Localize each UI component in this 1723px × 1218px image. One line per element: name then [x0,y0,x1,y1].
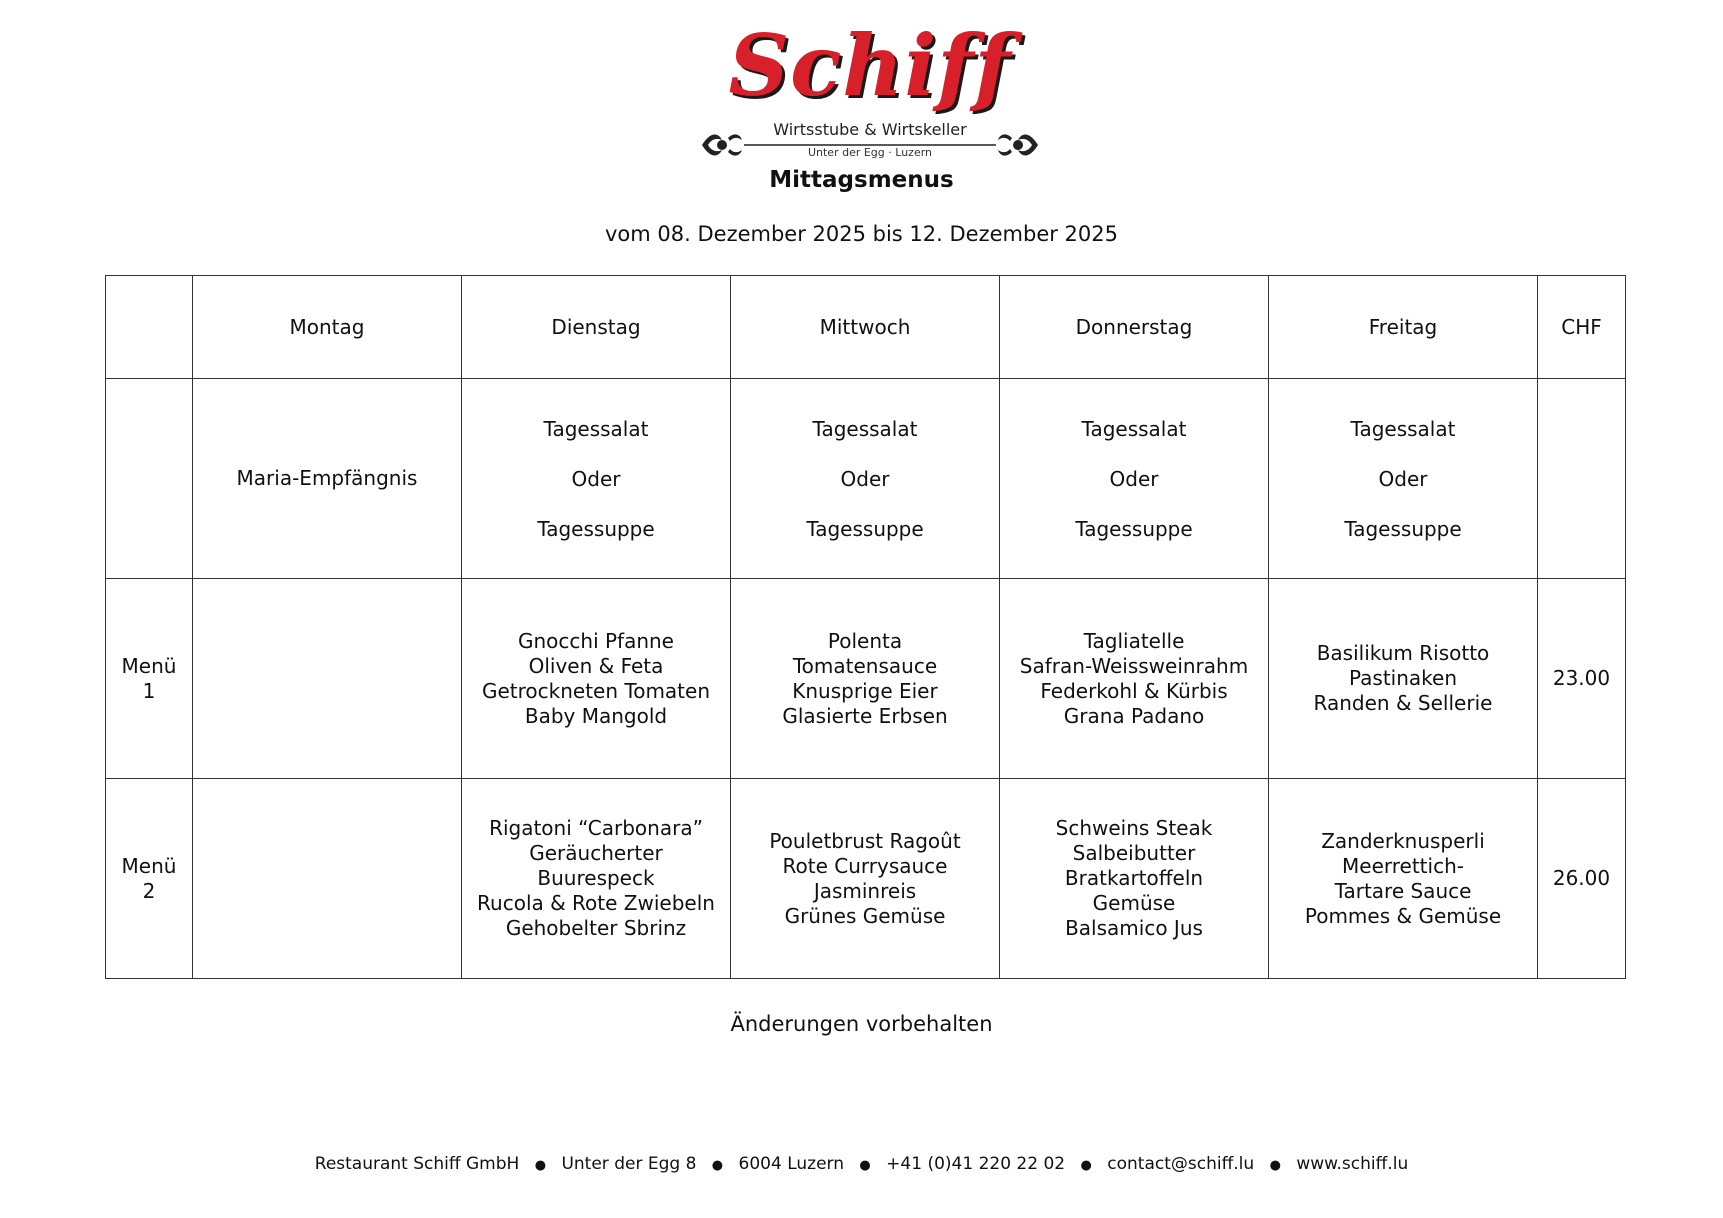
menu-1-dienstag-cell [462,579,731,779]
menu-2-label-cell [106,779,193,979]
footer-separator: ● [859,1158,871,1173]
dish-line: Grana Padano [1063,703,1205,728]
logo-wordmark: Schiff [728,16,1012,115]
menu-number: 1 [142,678,156,703]
table-row-starter [106,379,1626,579]
footer-separator: ● [534,1158,547,1173]
starter-monday-cell: Maria-Empfängnis [193,379,462,579]
dish-line: Pommes & Gemüse [1304,903,1502,928]
dish-line: Schweins Steak [1055,816,1213,840]
dish-line: Basilikum Risotto [1316,641,1490,665]
menu-2-mittwoch-cell [731,779,1000,979]
starter-option: Tagessalat [1081,416,1187,441]
dish-line: Gnocchi Pfanne [517,628,674,653]
footer-email: contact@schiff.lu [1107,1154,1255,1174]
dish-line: Jasminreis [813,878,917,903]
footer [0,1152,1723,1178]
menu-1-label-cell [106,579,193,779]
header-cell-chf: CHF [1538,276,1626,379]
starter-option: Tagessalat [543,416,649,441]
dish-line: Knusprige Eier [792,678,938,703]
starter-price-cell [1538,379,1626,579]
footer-phone: +41 (0)41 220 22 02 [886,1154,1066,1174]
starter-donnerstag-cell [1000,379,1269,579]
page-title: Mittagsmenus [769,167,954,193]
starter-or: Oder [840,466,890,491]
date-range: vom 08. Dezember 2025 bis 12. Dezember 2025 [605,222,1118,246]
dish-line: Federkohl & Kürbis [1040,678,1228,703]
dish-line: Gehobelter Sbrinz [505,916,687,940]
dish-line: Glasierte Erbsen [782,703,948,728]
dish-line: Gemüse [1092,891,1176,915]
dish-line: Rucola & Rote Zwiebeln [477,891,715,915]
dish-line: Grünes Gemüse [784,903,946,928]
header-cell-empty [106,276,193,379]
dish-line: Tartare Sauce [1334,878,1472,903]
menu-1-mittwoch-cell [731,579,1000,779]
menu-1-donnerstag-cell [1000,579,1269,779]
restaurant-logo [700,16,1040,170]
dish-line: Pouletbrust Ragoût [769,828,961,853]
dish-line: Bratkartoffeln [1064,866,1204,890]
dish-line: Getrockneten Tomaten [481,678,711,703]
starter-option: Tagessuppe [1075,516,1193,541]
table-row-menu-1 [106,579,1626,779]
starter-option: Tagessalat [812,416,918,441]
menu-table [105,275,1626,979]
footer-separator: ● [1269,1158,1281,1173]
header-cell-freitag: Freitag [1269,276,1538,379]
header-cell-mittwoch: Mittwoch [731,276,1000,379]
table-row-menu-2 [106,779,1626,979]
menu-2-price-cell: 26.00 [1538,779,1626,979]
logo-location: Unter der Egg · Luzern [807,146,933,159]
dish-line: Randen & Sellerie [1313,691,1493,715]
footer-city: 6004 Luzern [738,1154,845,1174]
dish-line: Oliven & Feta [528,653,664,678]
footer-website: www.schiff.lu [1296,1154,1409,1174]
starter-mittwoch-cell [731,379,1000,579]
menu-2-dienstag-cell [462,779,731,979]
menu-1-price-cell: 23.00 [1538,579,1626,779]
header-cell-montag: Montag [193,276,462,379]
menu-2-donnerstag-cell [1000,779,1269,979]
dish-line: Meerrettich- [1342,853,1464,878]
menu-1-monday-cell [193,579,462,779]
dish-line: Tomatensauce [792,653,938,678]
starter-option: Tagessuppe [806,516,924,541]
table-header-row [106,276,1626,379]
logo-subtitle: Wirtsstube & Wirtskeller [773,120,967,139]
dish-line: Salbeibutter [1072,841,1196,865]
starter-freitag-cell [1269,379,1538,579]
dish-line: Buurespeck [537,866,655,890]
footer-separator: ● [1080,1158,1092,1173]
starter-or: Oder [571,466,621,491]
menu-label: Menü [121,853,177,878]
menu-number: 2 [142,878,156,903]
footer-separator: ● [711,1158,724,1173]
menu-1-freitag-cell [1269,579,1538,779]
dish-line: Rigatoni “Carbonara” [489,816,703,840]
dish-line: Safran-Weissweinrahm [1019,653,1249,678]
dish-line: Geräucherter [529,841,663,865]
changes-note: Änderungen vorbehalten [730,1012,993,1036]
dish-line: Baby Mangold [524,703,668,728]
starter-option: Tagessuppe [537,516,655,541]
dish-line: Tagliatelle [1083,628,1185,653]
menu-2-freitag-cell [1269,779,1538,979]
dish-line: Zanderknusperli [1321,828,1485,853]
starter-or: Oder [1109,466,1159,491]
starter-dienstag-cell [462,379,731,579]
dish-line: Rote Currysauce [782,853,948,878]
starter-or: Oder [1378,466,1428,491]
dish-line: Polenta [827,628,903,653]
starter-option: Tagessalat [1350,416,1456,441]
dish-line: Pastinaken [1348,666,1458,690]
footer-company: Restaurant Schiff GmbH [314,1154,520,1174]
footer-street: Unter der Egg 8 [561,1154,697,1174]
dish-line: Balsamico Jus [1065,916,1203,940]
header-cell-dienstag: Dienstag [462,276,731,379]
menu-2-monday-cell [193,779,462,979]
starter-label-cell [106,379,193,579]
starter-option: Tagessuppe [1344,516,1462,541]
menu-label: Menü [121,653,177,678]
header-cell-donnerstag: Donnerstag [1000,276,1269,379]
